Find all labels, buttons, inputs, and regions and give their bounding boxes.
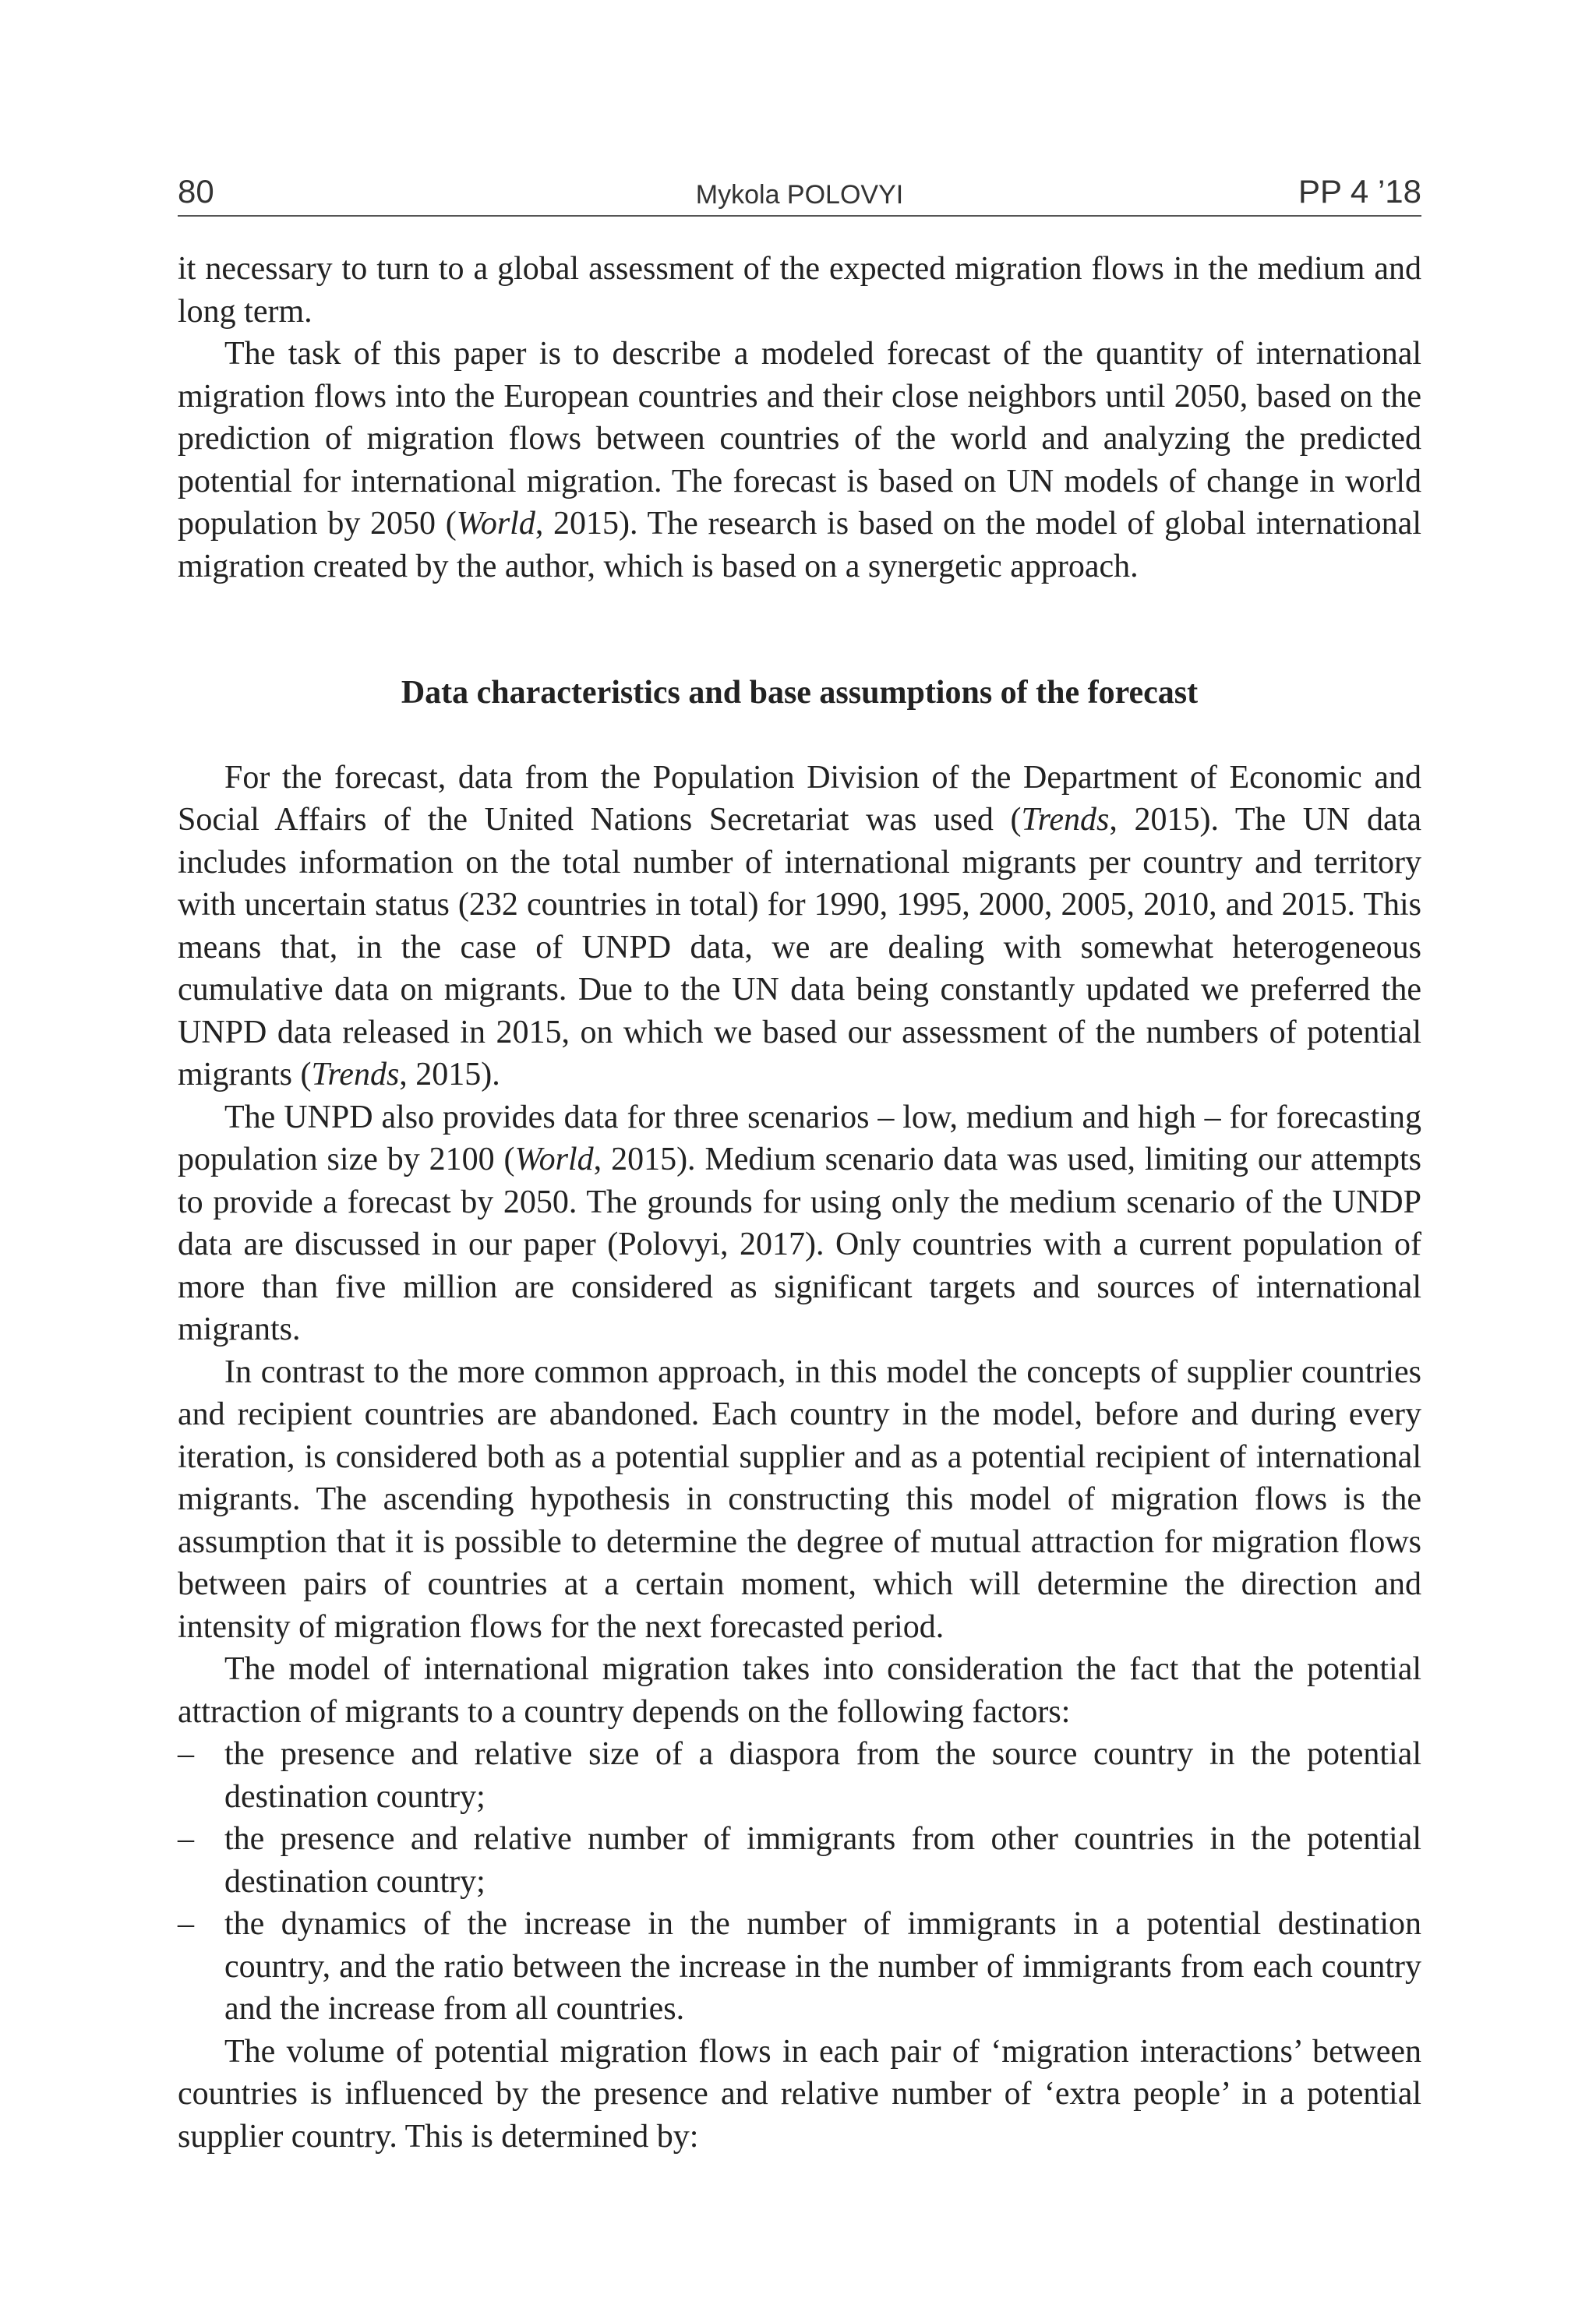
paragraph-volume: The volume of potential migration flows in each pair of ‘migration interactions’ between countries is influenced by the presence and relative number of ‘extra people’ in a potential supplier country. This is determined by:	[178, 2033, 1421, 2155]
running-header	[178, 167, 1421, 217]
citation-world-2: World	[514, 1142, 594, 1177]
article-body	[178, 248, 1421, 2158]
page-number: 80	[178, 173, 214, 210]
paragraph-factors-intro: The model of international migration takes into consideration the fact that the potential attraction of migrants to a country depends on the following factors:	[178, 1651, 1421, 1730]
paragraph-continuation: it necessary to turn to a global assessment of the expected migration flows in the medium and long term.	[178, 251, 1421, 330]
running-author: Mykola POLOVYI	[695, 180, 904, 210]
paragraph-data-source-text-2: , 2015). The UN data includes information on the total number of international migrants per country and territory with uncertain status (232 countries in total) for 1990, 1995, 2000, 2005, 2010, and 2015. This means that, in the case of UNPD data, we are dealing with somewhat heterogeneous cumulative data on migrants. Due to the UN data being constantly updated we preferred the UNPD data released in 2015, on which we based our assessment of the numbers of potential migrants (	[178, 802, 1421, 1092]
paragraph-data-source	[178, 757, 1421, 1096]
list-dash: –	[178, 1821, 194, 1857]
paragraph-data-source-text-3: , 2015).	[399, 1057, 500, 1092]
list-dash: –	[178, 1906, 194, 1942]
paragraph-data-source-text-1: For the forecast, data from the Population Division of the Department of Economic and Social Affairs of the United Nations Secretariat was used (	[178, 759, 1421, 838]
paragraph-task-text-2: , 2015). The research is based on the model of global international migration created by the author, which is based on a synergetic approach.	[178, 506, 1421, 584]
list-item-text: the presence and relative number of immigrants from other countries in the potential destination country;	[224, 1821, 1421, 1900]
list-item	[178, 1903, 1421, 2031]
citation-trends-1: Trends	[1021, 802, 1110, 838]
list-item-text: the presence and relative size of a diaspora from the source country in the potential destination country;	[224, 1736, 1421, 1815]
paragraph-scenarios-text-2: , 2015). Medium scenario data was used, limiting our attempts to provide a forecast by 2050. The grounds for using only the medium scenario of the UNDP data are discussed in our paper (Polovyi, 2017). Only countries with a current population of more than five million are considered as significant targets and sources of international migrants.	[178, 1142, 1422, 1347]
paragraph-task-text-1: The task of this paper is to describe a modeled forecast of the quantity of international migration flows into the European countries and their close neighbors until 2050, based on the prediction of migration flows between countries of the world and analyzing the predicted potential for international migration. The forecast is based on UN models of change in world population by 2050 (	[178, 336, 1421, 542]
citation-world: World	[456, 506, 535, 542]
list-item	[178, 1818, 1421, 1903]
paragraph-task	[178, 333, 1421, 588]
journal-issue: PP 4 ’18	[1298, 173, 1421, 210]
paragraph-scenarios	[178, 1096, 1421, 1351]
factors-list	[178, 1733, 1421, 2031]
list-dash: –	[178, 1736, 194, 1772]
citation-trends-2: Trends	[311, 1057, 400, 1092]
paragraph-scenarios-text-1: The UNPD also provides data for three scenarios – low, medium and high – for forecasting population size by 2100 (	[178, 1099, 1421, 1177]
paragraph-approach: In contrast to the more common approach, in this model the concepts of supplier countries and recipient countries are abandoned. Each country in the model, before and during every iteration, is considered both as a potential supplier and as a potential recipient of international migrants. The ascending hypothesis in constructing this model of migration flows is the assumption that it is possible to determine the degree of mutual attraction for migration flows between pairs of countries at a certain moment, which will determine the direction and intensity of migration flows for the next forecasted period.	[178, 1354, 1421, 1645]
section-heading: Data characteristics and base assumptions of the forecast	[401, 675, 1199, 711]
list-item-text: the dynamics of the increase in the number of immigrants in a potential destination country, and the ratio between the increase in the number of immigrants from each country and the increase from all countries.	[224, 1906, 1421, 2027]
list-item	[178, 1733, 1421, 1818]
